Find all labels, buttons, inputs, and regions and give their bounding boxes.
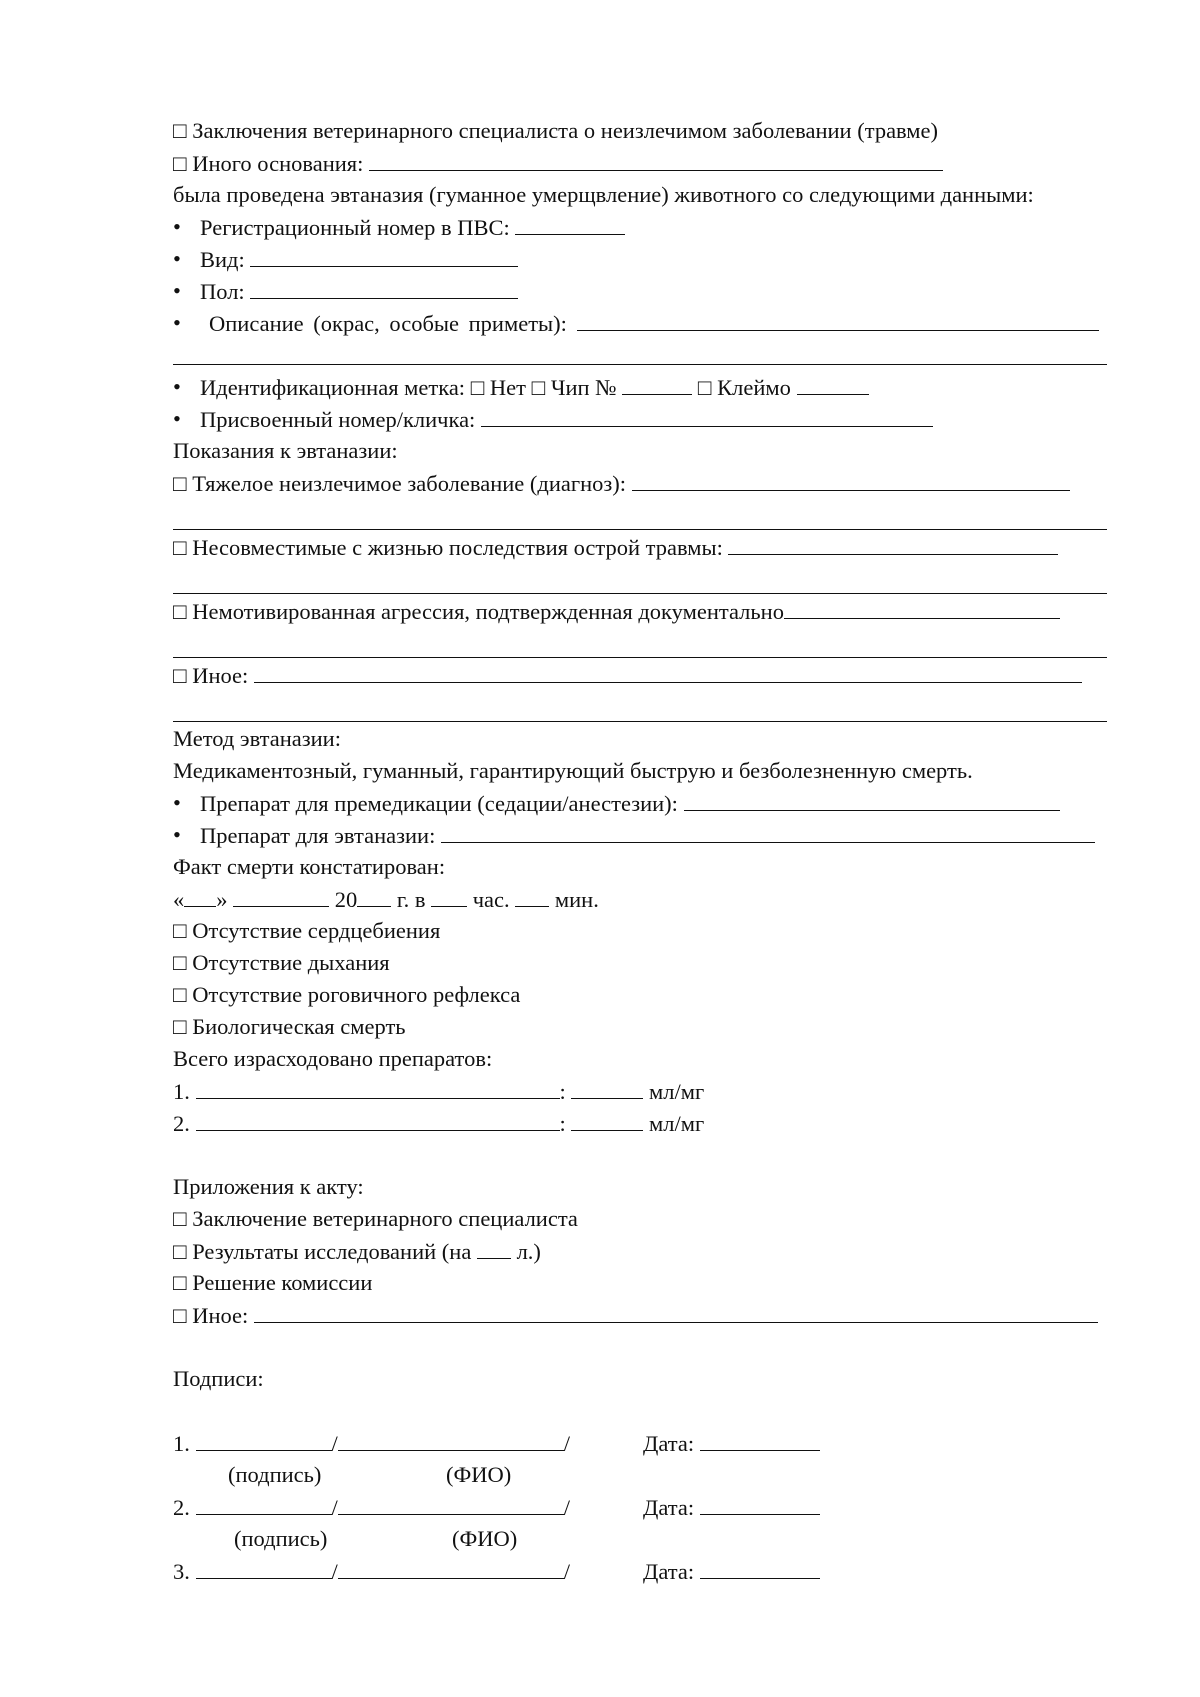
sex-row [173, 278, 1073, 304]
name-caption: (ФИО) [446, 1462, 512, 1487]
attachment-other: □ Иное: [173, 1302, 1098, 1329]
bullet: • [173, 822, 181, 847]
results-pages-field[interactable] [477, 1238, 511, 1259]
name-caption: (ФИО) [452, 1526, 518, 1551]
checkbox-no-breathing[interactable]: □ [173, 950, 187, 975]
indication-other-continuation-line[interactable] [173, 721, 1107, 722]
death-day-field[interactable] [184, 886, 216, 907]
method-heading: Метод эвтаназии: [173, 726, 341, 751]
trauma-field[interactable] [728, 534, 1058, 555]
consumption-row: 2. : мл/мг [173, 1111, 705, 1136]
checkbox-attach-commission[interactable]: □ [173, 1270, 187, 1295]
bullet: • [173, 278, 181, 303]
death-hour-field[interactable] [431, 886, 467, 907]
signature-date-field[interactable] [700, 1558, 820, 1579]
signature-row-1: 1. / / [173, 1431, 571, 1456]
checkbox-no-corneal-reflex[interactable]: □ [173, 982, 187, 1007]
drug-amount-field[interactable] [571, 1110, 643, 1131]
diagnosis-field[interactable] [632, 470, 1070, 491]
checkbox-vet-conclusion[interactable]: □ [173, 118, 187, 143]
signature-field[interactable] [196, 1494, 332, 1515]
signature-field[interactable] [196, 1430, 332, 1451]
death-sign-breathing: □ Отсутствие дыхания [173, 950, 390, 975]
trauma-continuation-line[interactable] [173, 593, 1107, 594]
description-field[interactable] [577, 310, 1099, 331]
assigned-name-field[interactable] [481, 406, 933, 427]
attachment-commission: □ Решение комиссии [173, 1270, 373, 1295]
intro-text: была проведена эвтаназия (гуманное умерщвление) животного со следующими данными: [173, 182, 1034, 207]
bullet: • [173, 214, 181, 239]
checkbox-attach-results[interactable]: □ [173, 1239, 187, 1264]
checkbox-no-heartbeat[interactable]: □ [173, 918, 187, 943]
attachment-other-field[interactable] [254, 1302, 1098, 1323]
signature-date-field[interactable] [700, 1430, 820, 1451]
indication-trauma: □ Несовместимые с жизнью последствия острой травмы: [173, 534, 1058, 561]
premed-field[interactable] [684, 790, 1060, 811]
signatures-heading: Подписи: [173, 1366, 264, 1391]
description-continuation-line[interactable] [173, 364, 1107, 365]
assigned-name-row [173, 406, 1073, 432]
checkbox-disease[interactable]: □ [173, 471, 187, 496]
death-heading: Факт смерти констатирован: [173, 854, 446, 879]
checkbox-trauma[interactable]: □ [173, 535, 187, 560]
bullet: • [173, 246, 181, 271]
death-year-field[interactable] [357, 886, 391, 907]
other-ground-field[interactable] [369, 150, 943, 171]
aggression-field[interactable] [784, 598, 1060, 619]
bullet: • [173, 374, 181, 399]
signature-caption: (подпись) [228, 1462, 322, 1487]
drug-name-field[interactable] [196, 1110, 560, 1131]
death-sign-corneal: □ Отсутствие роговичного рефлекса [173, 982, 521, 1007]
description-label: Описание (окрас, особые приметы): [209, 311, 567, 336]
sex-field[interactable] [250, 278, 518, 299]
death-datetime-row: « » 20 г. в час. мин. [173, 887, 599, 912]
reg-number-field[interactable] [515, 214, 625, 235]
assigned-name-label: Присвоенный номер/кличка: [200, 407, 476, 432]
checkbox-indication-other[interactable]: □ [173, 663, 187, 688]
drug-amount-field[interactable] [571, 1078, 643, 1099]
premed-label: Препарат для премедикации (седации/анестезии): [200, 791, 678, 816]
id-mark-row: • Идентификационная метка: □ Нет □ Чип № □ Клеймо [173, 374, 1133, 400]
checkbox-id-brand[interactable]: □ [697, 375, 712, 400]
date-row-3: Дата: [643, 1558, 820, 1585]
attachments-heading: Приложения к акту: [173, 1174, 364, 1199]
death-sign-biological: □ Биологическая смерть [173, 1014, 406, 1039]
bullet: • [173, 406, 181, 431]
checkbox-id-chip[interactable]: □ [531, 375, 546, 400]
aggression-continuation-line[interactable] [173, 657, 1107, 658]
ground-other: □ Иного основания: [173, 150, 943, 177]
species-field[interactable] [250, 246, 518, 267]
diagnosis-continuation-line[interactable] [173, 529, 1107, 530]
consumption-heading: Всего израсходовано препаратов: [173, 1046, 493, 1071]
death-minute-field[interactable] [515, 886, 549, 907]
reg-number-label: Регистрационный номер в ПВС: [200, 215, 510, 240]
signature-field[interactable] [196, 1558, 332, 1579]
indication-other-field[interactable] [254, 662, 1082, 683]
death-sign-heartbeat: □ Отсутствие сердцебиения [173, 918, 441, 943]
checkbox-attach-vet[interactable]: □ [173, 1206, 187, 1231]
death-month-field[interactable] [233, 886, 329, 907]
sex-label: Пол: [200, 279, 245, 304]
drug-name-field[interactable] [196, 1078, 560, 1099]
indications-heading: Показания к эвтаназии: [173, 438, 398, 463]
indication-aggression: □ Немотивированная агрессия, подтвержденная документально [173, 598, 1060, 625]
signer-name-field[interactable] [338, 1558, 564, 1579]
attachment-results: □ Результаты исследований (на л.) [173, 1239, 541, 1264]
consumption-row: 1. : мл/мг [173, 1079, 705, 1104]
species-row [173, 246, 1073, 272]
checkbox-other-ground[interactable]: □ [173, 151, 187, 176]
date-row-1: Дата: [643, 1430, 820, 1457]
signer-name-field[interactable] [338, 1430, 564, 1451]
indication-disease: □ Тяжелое неизлечимое заболевание (диагноз): [173, 470, 1070, 497]
signature-row-3: 3. / / [173, 1559, 571, 1584]
brand-field[interactable] [797, 374, 869, 395]
signature-date-field[interactable] [700, 1494, 820, 1515]
premed-row [173, 790, 1133, 816]
euthanasia-drug-row [173, 822, 1133, 848]
species-label: Вид: [200, 247, 245, 272]
checkbox-aggression[interactable]: □ [173, 599, 187, 624]
date-row-2: Дата: [643, 1494, 820, 1521]
attachment-vet: □ Заключение ветеринарного специалиста [173, 1206, 578, 1231]
signature-row-2: 2. / / [173, 1495, 571, 1520]
indication-other: □ Иное: [173, 662, 1082, 689]
euthanasia-drug-field[interactable] [441, 822, 1095, 843]
reg-number-row [173, 214, 1073, 240]
bullet: • [173, 790, 181, 815]
checkbox-attach-other[interactable]: □ [173, 1303, 187, 1328]
id-mark-label: Идентификационная метка: [200, 375, 466, 400]
checkbox-id-none[interactable]: □ [470, 375, 485, 400]
checkbox-biological-death[interactable]: □ [173, 1014, 187, 1039]
description-row [173, 310, 1133, 336]
signature-caption: (подпись) [234, 1526, 328, 1551]
chip-number-field[interactable] [622, 374, 692, 395]
euthanasia-drug-label: Препарат для эвтаназии: [200, 823, 436, 848]
ground-vet-conclusion: □ Заключения ветеринарного специалиста о неизлечимом заболевании (травме) [173, 118, 939, 143]
method-text: Медикаментозный, гуманный, гарантирующий быструю и безболезненную смерть. [173, 758, 973, 783]
bullet: • [173, 310, 181, 335]
signer-name-field[interactable] [338, 1494, 564, 1515]
